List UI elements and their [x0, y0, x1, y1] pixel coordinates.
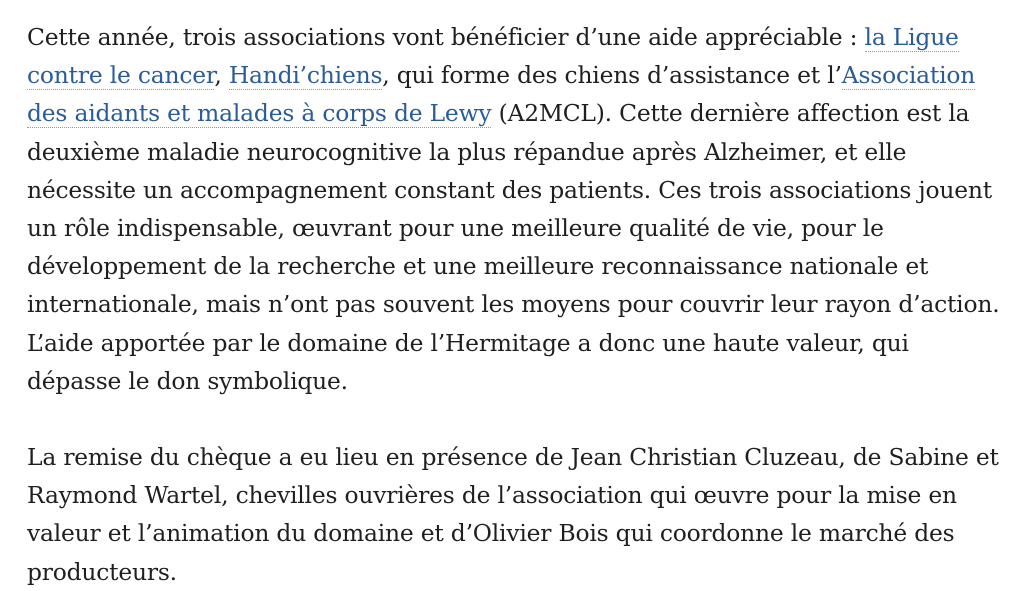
link-handichiens[interactable]: Handi’chiens	[228, 61, 383, 90]
paragraph-associations	[27, 18, 1002, 400]
link-ligue-contre-le-cancer[interactable]: la Ligue contre le cancer	[27, 23, 959, 90]
link-association-a2mcl[interactable]: Association des aidants et malades à corps de Lewy	[27, 61, 976, 128]
article-body	[27, 18, 1002, 591]
paragraph-remise-cheque: La remise du chèque a eu lieu en présence de Jean Christian Cluzeau, de Sabine et Raymond Wartel, chevilles ouvrières de l’association qui œuvre pour la mise en valeur et l’animation du domaine et d’Olivier Bois qui coordonne le marché des producteurs.	[27, 443, 999, 586]
paragraph-text: ,	[214, 61, 229, 90]
paragraph-text: , qui forme des chiens d’assistance et l’	[382, 61, 842, 90]
paragraph-text: Cette année, trois associations vont bénéficier d’une aide appréciable :	[27, 23, 865, 51]
paragraph-text: (A2MCL). Cette dernière affection est la deuxième maladie neurocognitive la plus répandue après Alzheimer, et elle nécessite un accompagnement constant des patients. Ces trois associations jouent un rôle indispensable, œuvrant pour une meilleure qualité de vie, pour le développement de la recherche et une meilleure reconnaissance nationale et internationale, mais n’ont pas souvent les moyens pour couvrir leur rayon d’action. L’aide apportée par le domaine de l’Hermitage a donc une haute valeur, qui dépasse le don symbolique.	[27, 99, 1000, 395]
